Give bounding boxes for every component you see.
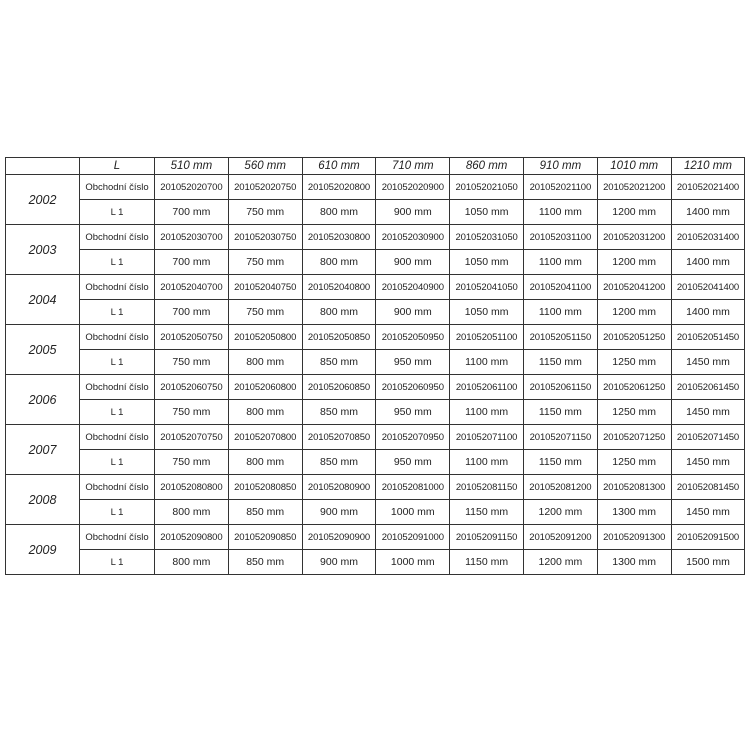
length-row-label: L 1 — [80, 200, 155, 225]
code-row-label: Obchodní číslo — [80, 175, 155, 200]
length-cell: 1100 mm — [450, 400, 524, 425]
length-cell: 1150 mm — [523, 450, 597, 475]
length-cell: 1450 mm — [671, 500, 745, 525]
code-cell: 201052031400 — [671, 225, 745, 250]
year-cell: 2006 — [6, 375, 80, 425]
code-cell: 201052051250 — [597, 325, 671, 350]
year-cell: 2005 — [6, 325, 80, 375]
code-cell: 201052031100 — [523, 225, 597, 250]
length-cell: 1500 mm — [671, 550, 745, 575]
code-cell: 201052081450 — [671, 475, 745, 500]
length-cell: 1150 mm — [523, 400, 597, 425]
code-cell: 201052090900 — [302, 525, 376, 550]
code-cell: 201052070750 — [155, 425, 229, 450]
code-cell: 201052031050 — [450, 225, 524, 250]
length-row-label: L 1 — [80, 450, 155, 475]
length-cell: 800 mm — [302, 300, 376, 325]
length-cell: 750 mm — [228, 300, 302, 325]
length-cell: 900 mm — [376, 300, 450, 325]
code-cell: 201052021050 — [450, 175, 524, 200]
code-cell: 201052081200 — [523, 475, 597, 500]
code-cell: 201052071100 — [450, 425, 524, 450]
header-corner — [6, 158, 80, 175]
length-cell: 900 mm — [376, 250, 450, 275]
year-cell: 2002 — [6, 175, 80, 225]
length-cell: 950 mm — [376, 400, 450, 425]
code-cell: 201052021400 — [671, 175, 745, 200]
code-cell: 201052050850 — [302, 325, 376, 350]
product-size-table — [5, 157, 745, 575]
table-row-length — [6, 550, 745, 575]
table-row-length — [6, 200, 745, 225]
code-cell: 201052091200 — [523, 525, 597, 550]
code-cell: 201052061150 — [523, 375, 597, 400]
length-cell: 1400 mm — [671, 250, 745, 275]
length-cell: 750 mm — [155, 450, 229, 475]
table-row-length — [6, 500, 745, 525]
year-cell: 2007 — [6, 425, 80, 475]
length-cell: 1400 mm — [671, 300, 745, 325]
table-row-length — [6, 450, 745, 475]
length-cell: 1300 mm — [597, 500, 671, 525]
table-body — [6, 175, 745, 575]
length-row-label: L 1 — [80, 250, 155, 275]
length-cell: 950 mm — [376, 350, 450, 375]
header-size: 1010 mm — [597, 158, 671, 175]
length-cell: 1200 mm — [597, 200, 671, 225]
code-cell: 201052020900 — [376, 175, 450, 200]
length-cell: 1050 mm — [450, 300, 524, 325]
code-cell: 201052061250 — [597, 375, 671, 400]
code-cell: 201052081300 — [597, 475, 671, 500]
length-cell: 1200 mm — [597, 300, 671, 325]
code-cell: 201052090800 — [155, 525, 229, 550]
year-cell: 2008 — [6, 475, 80, 525]
code-cell: 201052081150 — [450, 475, 524, 500]
length-row-label: L 1 — [80, 350, 155, 375]
length-cell: 1100 mm — [523, 300, 597, 325]
length-cell: 1150 mm — [450, 500, 524, 525]
length-cell: 950 mm — [376, 450, 450, 475]
length-cell: 700 mm — [155, 250, 229, 275]
table-row-code — [6, 175, 745, 200]
table-row-code — [6, 525, 745, 550]
length-cell: 1000 mm — [376, 500, 450, 525]
code-cell: 201052060800 — [228, 375, 302, 400]
code-cell: 201052071450 — [671, 425, 745, 450]
table-row-length — [6, 400, 745, 425]
code-cell: 201052061450 — [671, 375, 745, 400]
code-cell: 201052020750 — [228, 175, 302, 200]
length-cell: 850 mm — [228, 550, 302, 575]
length-cell: 1200 mm — [523, 500, 597, 525]
code-row-label: Obchodní číslo — [80, 325, 155, 350]
code-row-label: Obchodní číslo — [80, 275, 155, 300]
length-cell: 900 mm — [302, 500, 376, 525]
code-cell: 201052051150 — [523, 325, 597, 350]
table-row-code — [6, 475, 745, 500]
table-row-code — [6, 325, 745, 350]
length-cell: 1300 mm — [597, 550, 671, 575]
length-cell: 1450 mm — [671, 400, 745, 425]
code-cell: 201052080850 — [228, 475, 302, 500]
table-row-code — [6, 275, 745, 300]
code-cell: 201052071150 — [523, 425, 597, 450]
length-row-label: L 1 — [80, 550, 155, 575]
code-cell: 201052030750 — [228, 225, 302, 250]
code-cell: 201052040750 — [228, 275, 302, 300]
length-cell: 750 mm — [155, 350, 229, 375]
length-cell: 1250 mm — [597, 350, 671, 375]
year-cell: 2009 — [6, 525, 80, 575]
length-row-label: L 1 — [80, 500, 155, 525]
code-row-label: Obchodní číslo — [80, 375, 155, 400]
length-row-label: L 1 — [80, 400, 155, 425]
header-size: 860 mm — [450, 158, 524, 175]
header-label-l: L — [80, 158, 155, 175]
code-cell: 201052040800 — [302, 275, 376, 300]
code-row-label: Obchodní číslo — [80, 525, 155, 550]
table-row-code — [6, 375, 745, 400]
code-cell: 201052060950 — [376, 375, 450, 400]
length-cell: 800 mm — [302, 200, 376, 225]
code-cell: 201052020700 — [155, 175, 229, 200]
length-cell: 900 mm — [302, 550, 376, 575]
header-size: 1210 mm — [671, 158, 745, 175]
table-row-length — [6, 350, 745, 375]
code-cell: 201052070800 — [228, 425, 302, 450]
length-row-label: L 1 — [80, 300, 155, 325]
length-cell: 1450 mm — [671, 450, 745, 475]
length-cell: 700 mm — [155, 300, 229, 325]
code-cell: 201052080800 — [155, 475, 229, 500]
table-row-code — [6, 225, 745, 250]
code-cell: 201052070950 — [376, 425, 450, 450]
length-cell: 750 mm — [228, 250, 302, 275]
code-cell: 201052030900 — [376, 225, 450, 250]
table-row-length — [6, 250, 745, 275]
code-cell: 201052041100 — [523, 275, 597, 300]
header-size: 910 mm — [523, 158, 597, 175]
length-cell: 900 mm — [376, 200, 450, 225]
length-cell: 1100 mm — [450, 350, 524, 375]
code-cell: 201052090850 — [228, 525, 302, 550]
length-cell: 800 mm — [155, 500, 229, 525]
code-cell: 201052030700 — [155, 225, 229, 250]
code-cell: 201052051450 — [671, 325, 745, 350]
length-cell: 1050 mm — [450, 250, 524, 275]
code-cell: 201052061100 — [450, 375, 524, 400]
length-cell: 800 mm — [228, 350, 302, 375]
length-cell: 1150 mm — [450, 550, 524, 575]
code-cell: 201052040900 — [376, 275, 450, 300]
code-cell: 201052071250 — [597, 425, 671, 450]
length-cell: 800 mm — [228, 400, 302, 425]
length-cell: 1250 mm — [597, 450, 671, 475]
code-cell: 201052050950 — [376, 325, 450, 350]
length-cell: 1100 mm — [450, 450, 524, 475]
length-cell: 850 mm — [302, 350, 376, 375]
length-cell: 1200 mm — [523, 550, 597, 575]
year-cell: 2003 — [6, 225, 80, 275]
code-cell: 201052041400 — [671, 275, 745, 300]
length-cell: 1050 mm — [450, 200, 524, 225]
code-row-label: Obchodní číslo — [80, 425, 155, 450]
length-cell: 800 mm — [228, 450, 302, 475]
code-cell: 201052051100 — [450, 325, 524, 350]
length-cell: 1400 mm — [671, 200, 745, 225]
length-cell: 1250 mm — [597, 400, 671, 425]
code-cell: 201052060850 — [302, 375, 376, 400]
code-cell: 201052080900 — [302, 475, 376, 500]
length-cell: 1100 mm — [523, 200, 597, 225]
code-cell: 201052031200 — [597, 225, 671, 250]
code-cell: 201052091150 — [450, 525, 524, 550]
code-cell: 201052050750 — [155, 325, 229, 350]
product-table-container — [5, 157, 745, 575]
code-cell: 201052041050 — [450, 275, 524, 300]
code-cell: 201052091000 — [376, 525, 450, 550]
length-cell: 700 mm — [155, 200, 229, 225]
length-cell: 750 mm — [228, 200, 302, 225]
header-row — [6, 158, 745, 175]
length-cell: 850 mm — [302, 400, 376, 425]
code-cell: 201052030800 — [302, 225, 376, 250]
code-cell: 201052021200 — [597, 175, 671, 200]
table-row-code — [6, 425, 745, 450]
header-size: 510 mm — [155, 158, 229, 175]
code-row-label: Obchodní číslo — [80, 225, 155, 250]
code-cell: 201052091300 — [597, 525, 671, 550]
length-cell: 1150 mm — [523, 350, 597, 375]
length-cell: 850 mm — [302, 450, 376, 475]
table-row-length — [6, 300, 745, 325]
code-cell: 201052060750 — [155, 375, 229, 400]
length-cell: 1100 mm — [523, 250, 597, 275]
length-cell: 800 mm — [302, 250, 376, 275]
code-cell: 201052081000 — [376, 475, 450, 500]
length-cell: 1200 mm — [597, 250, 671, 275]
header-size: 710 mm — [376, 158, 450, 175]
code-cell: 201052050800 — [228, 325, 302, 350]
code-cell: 201052020800 — [302, 175, 376, 200]
header-size: 560 mm — [228, 158, 302, 175]
code-cell: 201052041200 — [597, 275, 671, 300]
length-cell: 800 mm — [155, 550, 229, 575]
code-cell: 201052070850 — [302, 425, 376, 450]
length-cell: 750 mm — [155, 400, 229, 425]
code-cell: 201052040700 — [155, 275, 229, 300]
year-cell: 2004 — [6, 275, 80, 325]
header-size: 610 mm — [302, 158, 376, 175]
length-cell: 1450 mm — [671, 350, 745, 375]
code-row-label: Obchodní číslo — [80, 475, 155, 500]
length-cell: 1000 mm — [376, 550, 450, 575]
length-cell: 850 mm — [228, 500, 302, 525]
code-cell: 201052091500 — [671, 525, 745, 550]
code-cell: 201052021100 — [523, 175, 597, 200]
